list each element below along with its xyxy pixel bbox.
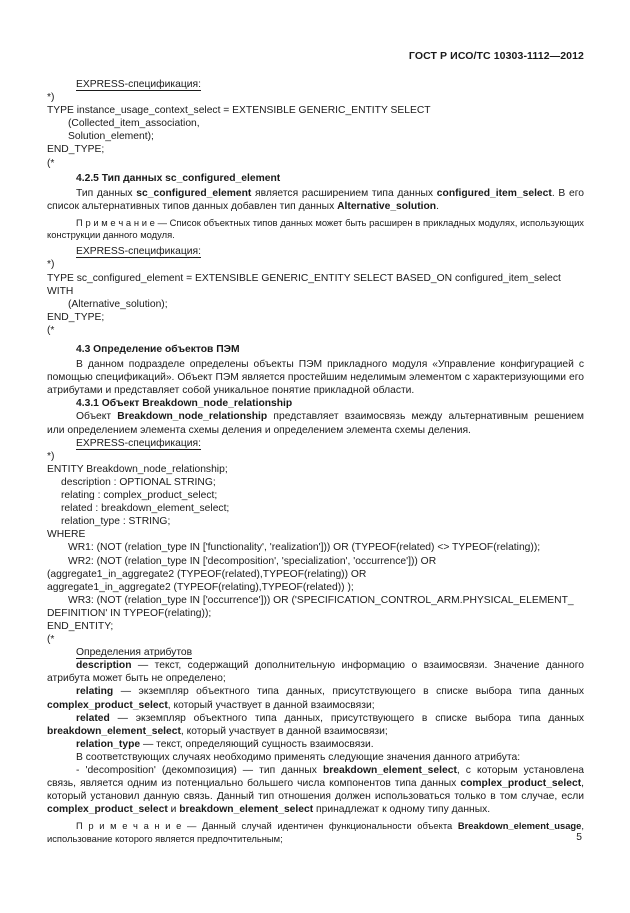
note: П р и м е ч а н и е — Данный случай идентичен функциональности объекта Breakdown_element_usage, использование которого является предпочтительным; <box>47 820 584 844</box>
attribute-relating: relating — экземпляр объектного типа данных, присутствующего в списке выбора типа данных complex_product_select, который участвует в данной взаимосвязи; <box>47 686 584 711</box>
express-spec-label: EXPRESS-спецификация: <box>76 437 201 449</box>
paragraph: Объект Breakdown_node_relationship представляет взаимосвязь между альтернативным решением или определением элемента схемы деления и определением элемента схемы деления. <box>47 411 584 436</box>
code-line: END_TYPE; <box>47 144 105 156</box>
code-line: END_TYPE; <box>47 311 105 323</box>
attribute-relation-type: relation_type — текст, определяющий сущность взаимосвязи. <box>76 738 374 750</box>
code-line: relation_type : STRING; <box>61 516 171 528</box>
document-body <box>47 78 584 845</box>
code-line: *) <box>47 92 55 104</box>
code-line: WR3: (NOT (relation_type IN ['occurrence'])) OR ('SPECIFICATION_CONTROL_ARM.PHYSICAL_ELEMENT_ <box>68 594 574 606</box>
code-line: (aggregate1_in_aggregate2 (TYPEOF(related),TYPEOF(relating)) OR <box>47 568 367 580</box>
paragraph: В данном подразделе определены объекты ПЭМ прикладного модуля «Управление конфигурацией с помощью спецификаций». Объект ПЭМ является простейшим неделимым элементом с характеризующими его атрибутами и представляет собой уникальное понятие прикладной области. <box>47 359 584 397</box>
code-line: TYPE sc_configured_element = EXTENSIBLE GENERIC_ENTITY SELECT BASED_ON configured_item_select WITH <box>47 272 561 297</box>
code-line: WR2: (NOT (relation_type IN ['decomposition', 'specialization', 'occurrence'])) OR <box>68 555 437 567</box>
code-line: ENTITY Breakdown_node_relationship; <box>47 463 228 475</box>
code-line: END_ENTITY; <box>47 620 114 632</box>
paragraph: - 'decomposition' (декомпозиция) — тип данных breakdown_element_select, с которым установлена связь, является одним из потенциально большего числа компонентов типа данных complex_product_select, который установил данную связь. Данный тип отношения должен использоваться только в том случае, если complex_product_select и breakdown_element_select принадлежат к одному типу данных. <box>47 765 584 816</box>
code-line: related : breakdown_element_select; <box>61 503 230 515</box>
express-spec-label: EXPRESS-спецификация: <box>76 79 201 90</box>
attribute-definitions-label: Определения атрибутов <box>76 647 193 659</box>
paragraph: В соответствующих случаях необходимо применять следующие значения данного атрибута: <box>76 751 521 763</box>
code-line: (Collected_item_association, <box>68 118 200 130</box>
page-number: 5 <box>576 832 582 843</box>
code-line: (* <box>47 324 55 336</box>
code-line: (* <box>47 634 55 646</box>
code-line: (* <box>47 157 55 169</box>
attribute-description: description — текст, содержащий дополнительную информацию о взаимосвязи. Значение данного атрибута может быть не определено; <box>47 660 584 685</box>
code-line: *) <box>47 450 55 462</box>
code-line: WHERE <box>47 529 86 541</box>
note: П р и м е ч а н и е — Список объектных типов данных может быть расширен в прикладных модулях, использующих конструкции данного модуля. <box>47 216 584 241</box>
code-line: relating : complex_product_select; <box>61 490 218 502</box>
section-heading: 4.2.5 Тип данных sc_configured_element <box>76 172 281 184</box>
code-line: DEFINITION' IN TYPEOF(relating)); <box>47 607 212 619</box>
paragraph: Тип данных sc_configured_element является расширением типа данных configured_item_select. В его список альтернативных типов данных добавлен тип данных Alternative_solution. <box>47 187 584 212</box>
attribute-related: related — экземпляр объектного типа данных, присутствующего в списке выбора типа данных breakdown_element_select, который участвует в данной взаимосвязи; <box>47 712 584 737</box>
code-line: Solution_element); <box>68 131 154 143</box>
code-line: TYPE instance_usage_context_select = EXTENSIBLE GENERIC_ENTITY SELECT <box>47 105 431 117</box>
express-spec-label: EXPRESS-спецификация: <box>76 246 201 258</box>
code-line: *) <box>47 259 55 271</box>
code-line: WR1: (NOT (relation_type IN ['functionality', 'realization'])) OR (TYPEOF(related) <> TYPEOF(relating)); <box>68 542 541 554</box>
code-line: (Alternative_solution); <box>68 298 168 310</box>
code-line: description : OPTIONAL STRING; <box>61 476 216 488</box>
section-heading: 4.3 Определение объектов ПЭМ <box>76 344 240 355</box>
code-line: aggregate1_in_aggregate2 (TYPEOF(relating),TYPEOF(related)) ); <box>47 581 354 593</box>
section-heading: 4.3.1 Объект Breakdown_node_relationship <box>76 398 293 410</box>
document-header: ГОСТ Р ИСО/ТС 10303-1112—2012 <box>408 50 584 62</box>
